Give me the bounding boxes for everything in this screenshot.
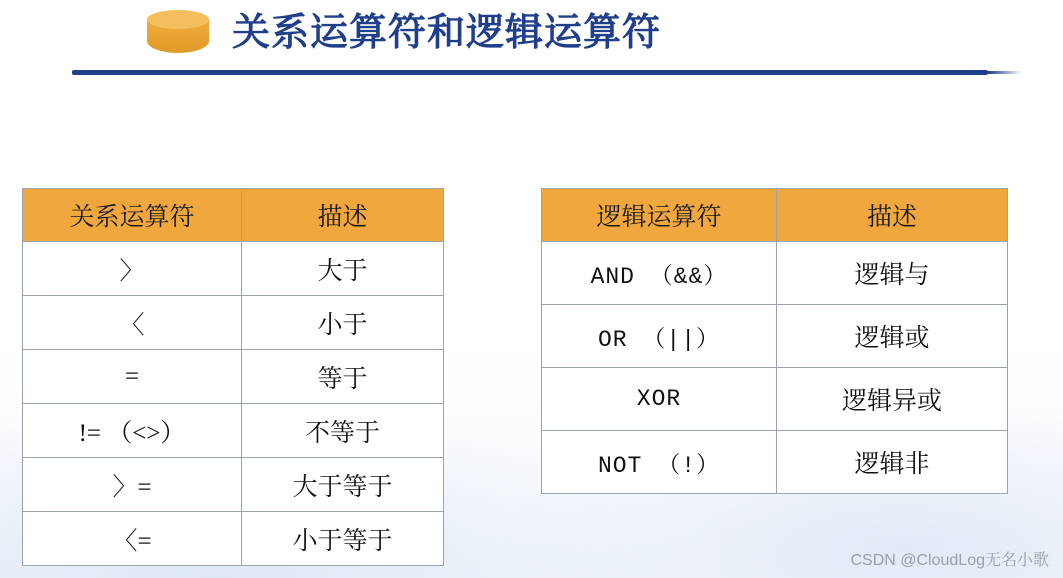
table-row xyxy=(23,458,444,512)
cell-operator: 〉= xyxy=(23,458,242,512)
table-row xyxy=(542,242,1008,305)
table-row xyxy=(542,368,1008,431)
table-row xyxy=(542,431,1008,494)
watermark-text: CSDN @CloudLog无名小歌 xyxy=(850,552,1049,569)
cell-operator: OR （||） xyxy=(542,305,777,368)
table-row xyxy=(23,296,444,350)
cell-description: 不等于 xyxy=(242,404,444,458)
cell-description: 小于 xyxy=(242,296,444,350)
cylinder-top xyxy=(147,10,209,29)
table-row xyxy=(23,350,444,404)
slide-header xyxy=(0,0,1063,80)
cell-description: 小于等于 xyxy=(242,512,444,566)
cell-operator: XOR xyxy=(542,368,777,431)
column-header-description: 描述 xyxy=(777,189,1008,242)
column-header-description: 描述 xyxy=(242,189,444,242)
cell-operator: 〉 xyxy=(23,242,242,296)
relational-operators-table xyxy=(22,188,444,566)
cell-operator: = xyxy=(23,350,242,404)
cell-operator: 〈 xyxy=(23,296,242,350)
cell-description: 等于 xyxy=(242,350,444,404)
title-underline-tail xyxy=(988,71,1022,74)
table-row xyxy=(23,404,444,458)
cell-description: 逻辑与 xyxy=(777,242,1008,305)
title-underline xyxy=(72,70,988,75)
column-header-operator: 逻辑运算符 xyxy=(542,189,777,242)
cell-operator: != （<>） xyxy=(23,404,242,458)
cell-description: 大于等于 xyxy=(242,458,444,512)
cell-description: 逻辑或 xyxy=(777,305,1008,368)
cell-description: 逻辑非 xyxy=(777,431,1008,494)
table-row xyxy=(23,242,444,296)
cell-operator: 〈= xyxy=(23,512,242,566)
cell-description: 逻辑异或 xyxy=(777,368,1008,431)
cell-description: 大于 xyxy=(242,242,444,296)
database-cylinder-icon xyxy=(147,10,209,58)
logical-operators-table xyxy=(541,188,1008,494)
table-row xyxy=(23,512,444,566)
cell-operator: AND （&&） xyxy=(542,242,777,305)
column-header-operator: 关系运算符 xyxy=(23,189,242,242)
cell-operator: NOT （!） xyxy=(542,431,777,494)
table-row xyxy=(542,305,1008,368)
page-title: 关系运算符和逻辑运算符 xyxy=(232,12,662,54)
table-header-row xyxy=(23,189,444,242)
table-header-row xyxy=(542,189,1008,242)
